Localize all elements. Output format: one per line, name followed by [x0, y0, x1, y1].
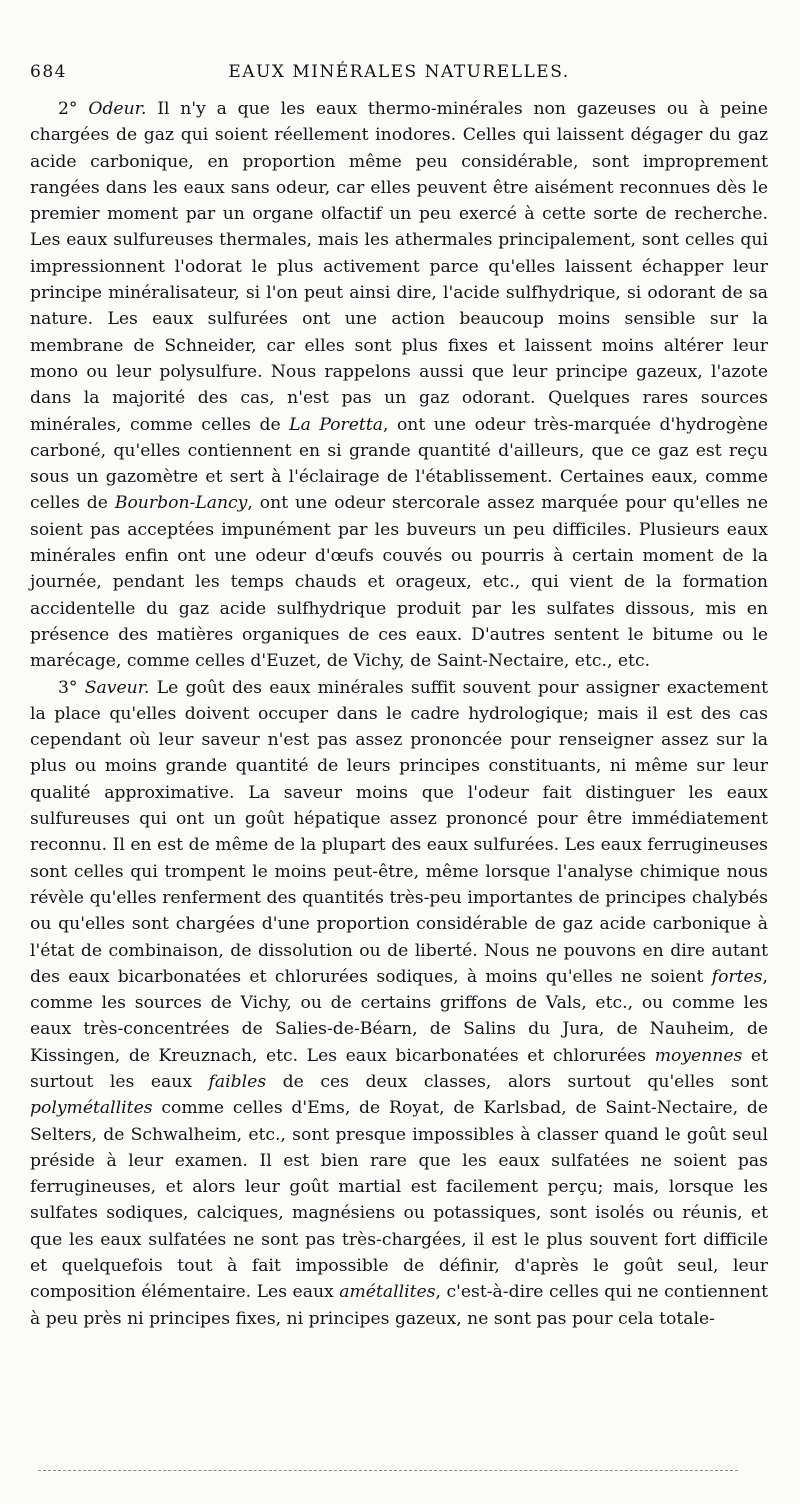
- text-run: Le goût des eaux minérales suffit souvent pour assigner exactement la place qu'elles doivent occuper dans le cadre hydrologique; mais il est des cas cependant où leur saveur n'est pas assez prononcée pour renseigner assez sur la plus ou moins grande quantité de leurs principes constituants, ni même sur leur qualité approximative. La saveur moins que l'odeur fait distinguer les eaux sulfureuses qui ont un goût hépatique assez prononcé pour être immédiatement reconnu. Il en est de même de la plupart des eaux sulfurées. Les eaux ferrugineuses sont celles qui trompent le moins peut-être, même lorsque l'analyse chimique nous révèle qu'elles renferment des quantités très-peu importantes de principes chalybés ou qu'elles sont chargées d'une proportion considérable de gaz acide carbonique à l'état de combinaison, de dissolution ou de liberté. Nous ne pouvons en dire autant des eaux bicarbonatées et chlorurées sodiques, à moins qu'elles ne soient: [30, 677, 768, 987]
- page-number: 684: [30, 62, 67, 82]
- paragraph-number: 3°: [58, 677, 78, 698]
- italic-term: moyennes: [654, 1045, 743, 1066]
- text-run: , ont une odeur stercorale assez marquée pour qu'elles ne soient pas acceptées impunément par les buveurs un peu difficiles. Plusieurs eaux minérales enfin ont une odeur d'œufs couvés ou pourris à certain moment de la journée, pendant les temps chauds et orageux, etc., qui vient de la formation accidentelle du gaz acide sulfhydrique produit par les sulfates dissous, mis en présence des matières organiques de ces eaux. D'autres sentent le bitume ou le marécage, comme celles d'Euzet, de Vichy, de Saint-Nectaire, etc., etc.: [30, 493, 769, 672]
- italic-term: La Poretta: [289, 414, 383, 435]
- paragraph-saveur: [30, 675, 768, 1332]
- text-run: de ces deux classes, alors surtout qu'elles sont: [266, 1071, 768, 1092]
- paragraph-number: 2°: [58, 99, 78, 119]
- italic-term: Bourbon-Lancy: [114, 493, 248, 514]
- paragraph-lead: Saveur.: [84, 677, 150, 698]
- italic-term: fortes: [711, 966, 763, 987]
- paragraph-body: [30, 99, 768, 671]
- italic-term: polymétallites: [30, 1098, 153, 1119]
- text-run: , ont une odeur très-marquée d'hydrogène carboné, qu'elles contiennent en si grande quantité d'ailleurs, que ce gaz est reçu sous un gazomètre et sert à l'éclairage de l'établissement. Certaines eaux, comme celles de: [30, 414, 768, 514]
- paragraph-lead: Odeur.: [88, 99, 147, 119]
- running-title: EAUX MINÉRALES NATURELLES.: [228, 62, 570, 82]
- text-run: et surtout les eaux: [30, 1045, 768, 1092]
- footer-rule: [38, 1470, 738, 1471]
- text-run: , c'est-à-dire celles qui ne contiennent à peu près ni principes fixes, ni principes gazeux, ne sont pas pour cela totale-: [30, 1282, 768, 1329]
- text-run: , comme les sources de Vichy, ou de certains griffons de Vals, etc., ou comme les eaux très-concentrées de Salies-de-Béarn, de Salins du Jura, de Nauheim, de Kissingen, de Kreuznach, etc. Les eaux bicarbonatées et chlorurées: [30, 966, 768, 1066]
- paragraph-odeur: [30, 96, 768, 675]
- running-header: [30, 62, 768, 88]
- book-page: [30, 62, 768, 1332]
- text-run: Il n'y a que les eaux thermo-minérales non gazeuses ou à peine chargées de gaz qui soient réellement inodores. Celles qui laissent dégager du gaz acide carbonique, en proportion même peu considérable, sont improprement rangées dans les eaux sans odeur, car elles peuvent être aisément reconnues dès le premier moment par un organe olfactif un peu exercé à cette sorte de recherche. Les eaux sulfureuses thermales, mais les athermales principalement, sont celles qui impressionnent l'odorat le plus activement parce qu'elles laissent échapper leur principe minéralisateur, si l'on peut ainsi dire, l'acide sulfhydrique, si odorant de sa nature. Les eaux sulfurées ont une action beaucoup moins sensible sur la membrane de Schneider, car elles sont plus fixes et laissent moins altérer leur mono ou leur polysulfure. Nous rappelons aussi que leur principe gazeux, l'azote dans la majorité des cas, n'est pas un gaz odorant. Quelques rares sources minérales, comme celles de: [30, 99, 768, 435]
- italic-term: faibles: [208, 1071, 267, 1092]
- paragraph-body: [30, 678, 768, 1329]
- italic-term: amétallites: [339, 1282, 436, 1303]
- text-run: comme celles d'Ems, de Royat, de Karlsbad, de Saint-Nectaire, de Selters, de Schwalheim, etc., sont presque impossibles à classer quand le goût seul préside à leur examen. Il est bien rare que les eaux sulfatées ne soient pas ferrugineuses, et alors leur goût martial est facilement perçu; mais, lorsque les sulfates sodiques, calciques, magnésiens ou potassiques, sont isolés ou réunis, et que les eaux sulfatées ne sont pas très-chargées, il est le plus souvent fort difficile et quelquefois tout à fait impossible de définir, d'après le goût seul, leur composition élémentaire. Les eaux: [30, 1098, 768, 1303]
